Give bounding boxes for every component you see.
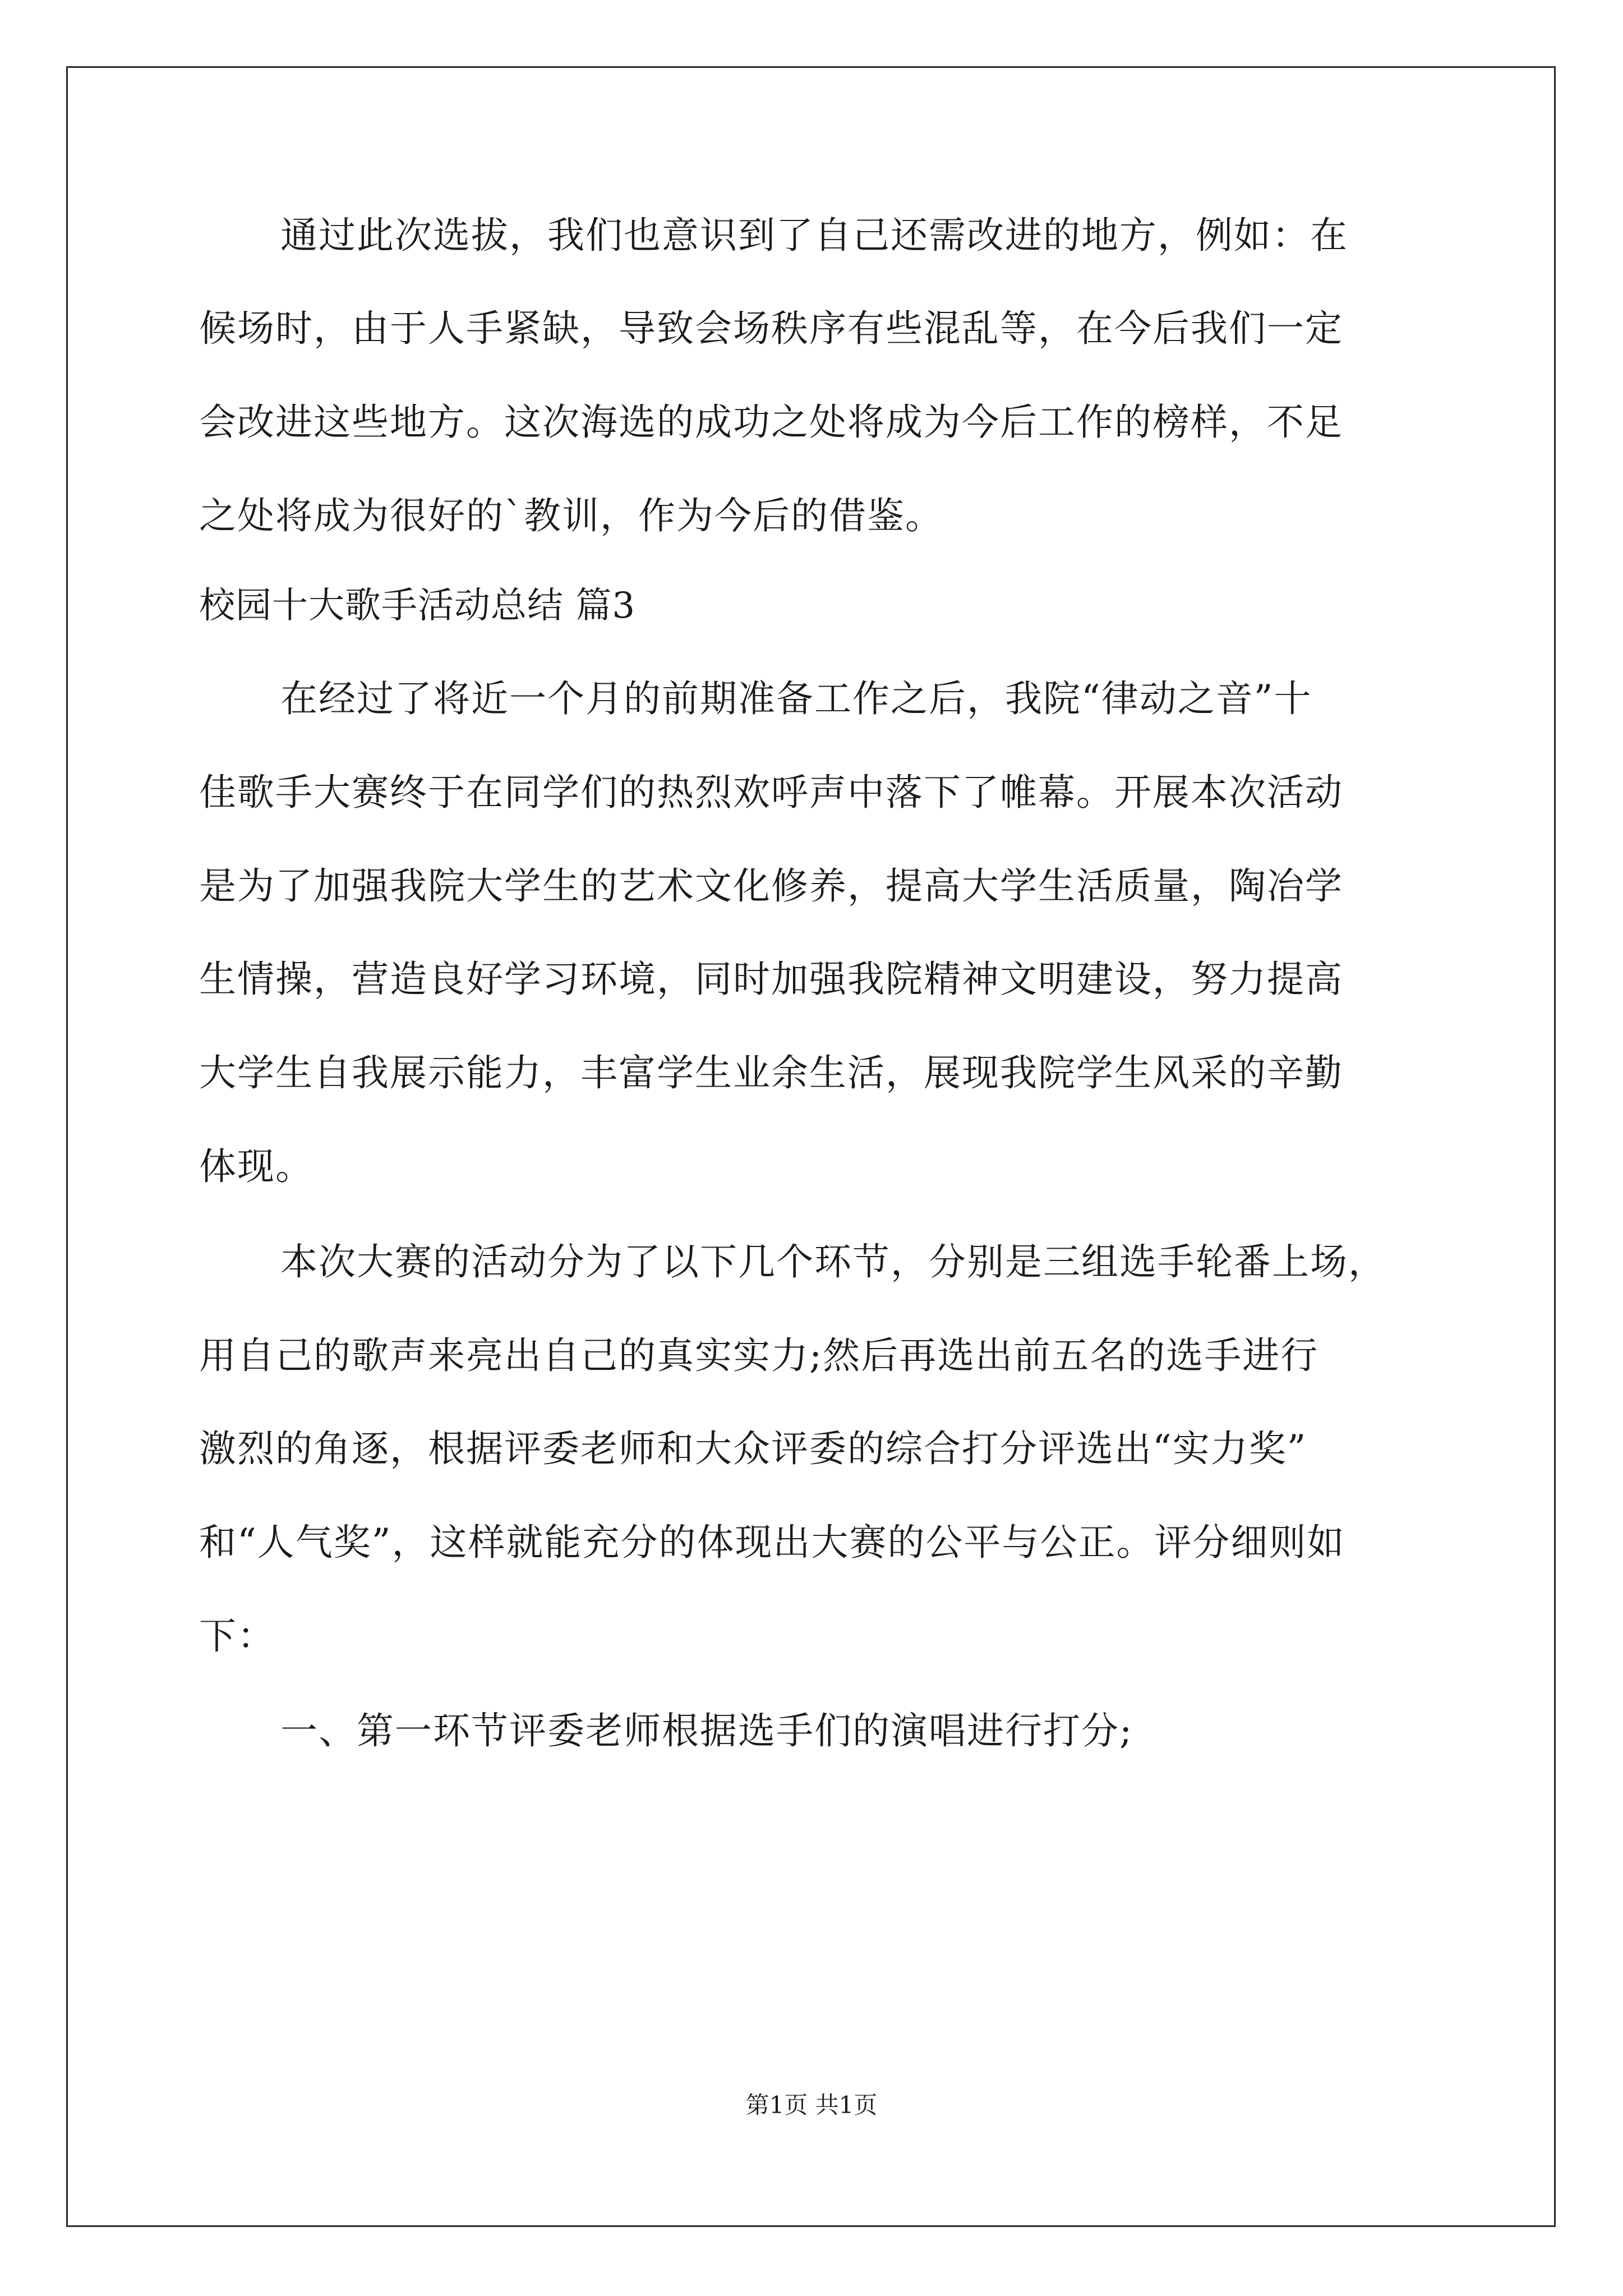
paragraph-line: 大学生自我展示能力，丰富学生业余生活，展现我院学生风采的辛勤 (199, 1051, 1343, 1094)
paragraph-line: 通过此次选拔，我们也意识到了自己还需改进的地方，例如：在 (280, 214, 1348, 257)
paragraph-line: 在经过了将近一个月的前期准备工作之后，我院“律动之音”十 (280, 677, 1312, 720)
paragraph-line: 佳歌手大赛终于在同学们的热烈欢呼声中落下了帷幕。开展本次活动 (199, 771, 1343, 814)
page-number-footer: 第1页 共1页 (745, 2091, 878, 2119)
paragraph-line: 是为了加强我院大学生的艺术文化修养，提高大学生活质量，陶冶学 (199, 864, 1343, 908)
paragraph-line: 激烈的角逐，根据评委老师和大众评委的综合打分评选出“实力奖” (199, 1427, 1307, 1470)
paragraph-line: 一、第一环节评委老师根据选手们的演唱进行打分; (280, 1709, 1133, 1752)
paragraph-line: 本次大赛的活动分为了以下几个环节，分别是三组选手轮番上场， (280, 1240, 1386, 1283)
paragraph-line: 之处将成为很好的`教训，作为今后的借鉴。 (199, 494, 943, 537)
paragraph-line: 生情操，营造良好学习环境，同时加强我院精神文明建设，努力提高 (199, 958, 1343, 1001)
paragraph-line: 和“人气奖”，这样就能充分的体现出大赛的公平与公正。评分细则如 (199, 1521, 1345, 1564)
paragraph-line: 候场时，由于人手紧缺，导致会场秩序有些混乱等，在今后我们一定 (199, 307, 1343, 350)
paragraph-line: 会改进这些地方。这次海选的成功之处将成为今后工作的榜样，不足 (199, 401, 1343, 444)
paragraph-line: 下： (199, 1614, 275, 1658)
paragraph-line: 用自己的歌声来亮出自己的真实实力;然后再选出前五名的选手进行 (199, 1334, 1319, 1377)
section-heading: 校园十大歌手活动总结 篇3 (199, 585, 636, 627)
paragraph-line: 体现。 (199, 1145, 313, 1188)
